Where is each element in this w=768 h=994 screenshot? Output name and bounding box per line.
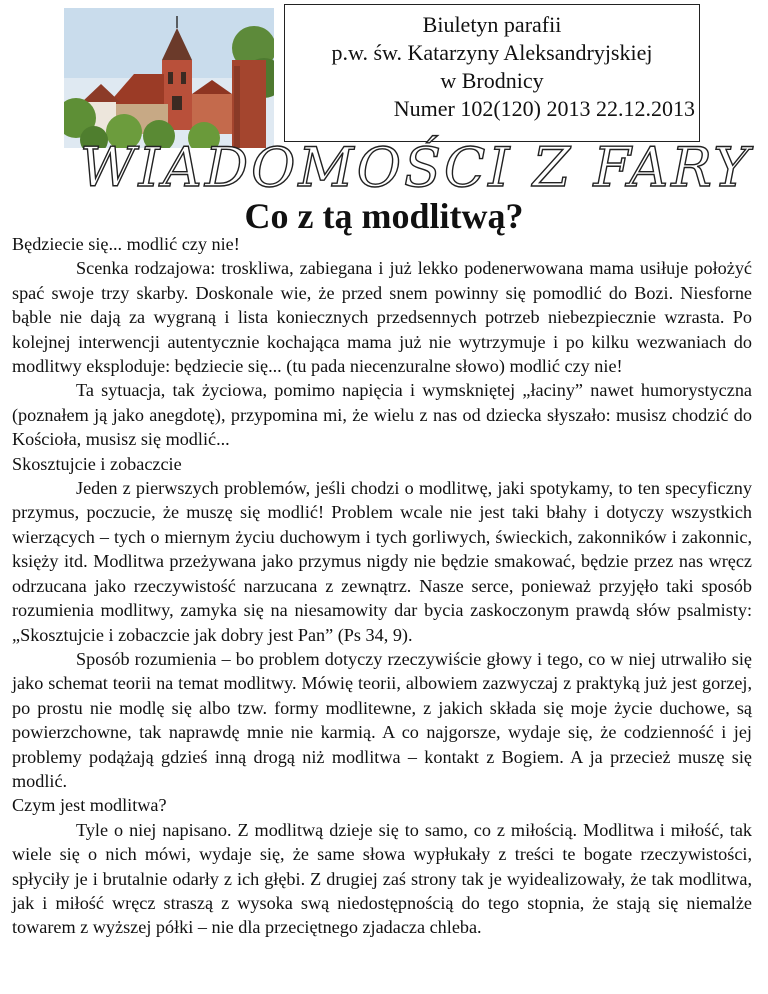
article-paragraph: Tyle o niej napisano. Z modlitwą dzieje się to samo, co z miłością. Modlitwa i miłość, tak wiele się o nich mówi, wydaje się, że same słowa wypłukały z treści te bogate rzeczywistości, spłyciły je i brutalnie odarły z ich głębi. Z drugiej zaś strony tak je wyidealizowały, że tak modlitwa, jak i miłość wręcz straszą z wysoka swą niedostępnością do tego stopnia, że stają się niemalże towarem z wyższej półki – nie dla przeciętnego zjadacza chleba. <box>12 819 752 938</box>
article-paragraph: Jeden z pierwszych problemów, jeśli chodzi o modlitwę, jaki spotykamy, to ten specyficzny przymus, poczucie, że muszę się modlić! Problem wcale nie jest taki błahy i dotyczy wszystkich wierzących – tych o miernym życiu duchowym i tych gorliwych, świeckich, zakonników i zakonnic, księży itd. Modlitwa przeżywana jako przymus nigdy nie będzie smakować, będzie przez nas wręcz odrzucana jako rzeczywistość narzucana z zewnątrz. Nasze serce, ponieważ przyjęło taki sposób rozumienia modlitwy, zamyka się na niesamowity dar bycia zaskoczonym prawdą słów psalmisty: „Skosztujcie i zobaczcie jak dobry jest Pan” (Ps 34, 9). <box>12 478 752 645</box>
bulletin-line-3: w Brodnicy <box>440 68 544 93</box>
article-paragraph: Sposób rozumienia – bo problem dotyczy rzeczywiście głowy i tego, co w niej utrwaliło się jako schemat teorii na temat modlitwy. Mówię teorii, albowiem zazwyczaj z praktyką już jest gorzej, po prostu nie modlę się albo tzw. formy modlitewne, z jakich składa się moje życie duchowe, są powierzchowne, tak naprawdę mnie nie karmią. A co najgorsze, wydaje się, że codzienność i jej problemy podążają gdzieś inną drogą niż modlitwa – kontakt z Bogiem. A ja przecież muszę się modlić. <box>12 648 752 791</box>
bulletin-line-2: p.w. św. Katarzyny Aleksandryjskiej <box>331 40 653 65</box>
masthead-title: WIADOMOŚCI Z FARY <box>80 136 752 199</box>
bulletin-info-box <box>284 4 700 142</box>
article-title: Co z tą modlitwą? <box>244 196 524 236</box>
section-subhead: Skosztujcie i zobaczcie <box>12 453 182 474</box>
article-paragraph: Scenka rodzajowa: troskliwa, zabiegana i już lekko podenerwowana mama usiłuje położyć spać swoje trzy skarby. Doskonale wie, że przed snem powinny się pomodlić do Bozi. Niesforne bąble nie dają za wygraną i lista koniecznych przedsennych potrzeb niebezpiecznie wzrasta. Po kolejnej interwencji autentycznie kochająca mama już nie wytrzymuje i po kilku wezwaniach do modlitwy eksploduje: będziecie się... (tu pada niecenzuralne słowo) modlić czy nie! <box>12 258 752 377</box>
section-subhead: Czym jest modlitwa? <box>12 795 167 816</box>
article-paragraph: Ta sytuacja, tak życiowa, pomimo napięcia i wymskniętej „łaciny” nawet humorystyczna (poznałem ją jako anegdotę), przypomina mi, że wielu z nas od dziecka słyszało: musisz chodzić do Kościoła, musisz się modlić... <box>12 380 752 450</box>
bulletin-line-1: Biuletyn parafii <box>422 12 562 37</box>
church-illustration <box>64 8 274 148</box>
issue-number: Numer 102(120) 2013 22.12.2013 <box>393 96 695 121</box>
article-body <box>12 232 752 940</box>
section-subhead: Będziecie się... modlić czy nie! <box>12 234 240 254</box>
church-photo <box>64 8 274 148</box>
